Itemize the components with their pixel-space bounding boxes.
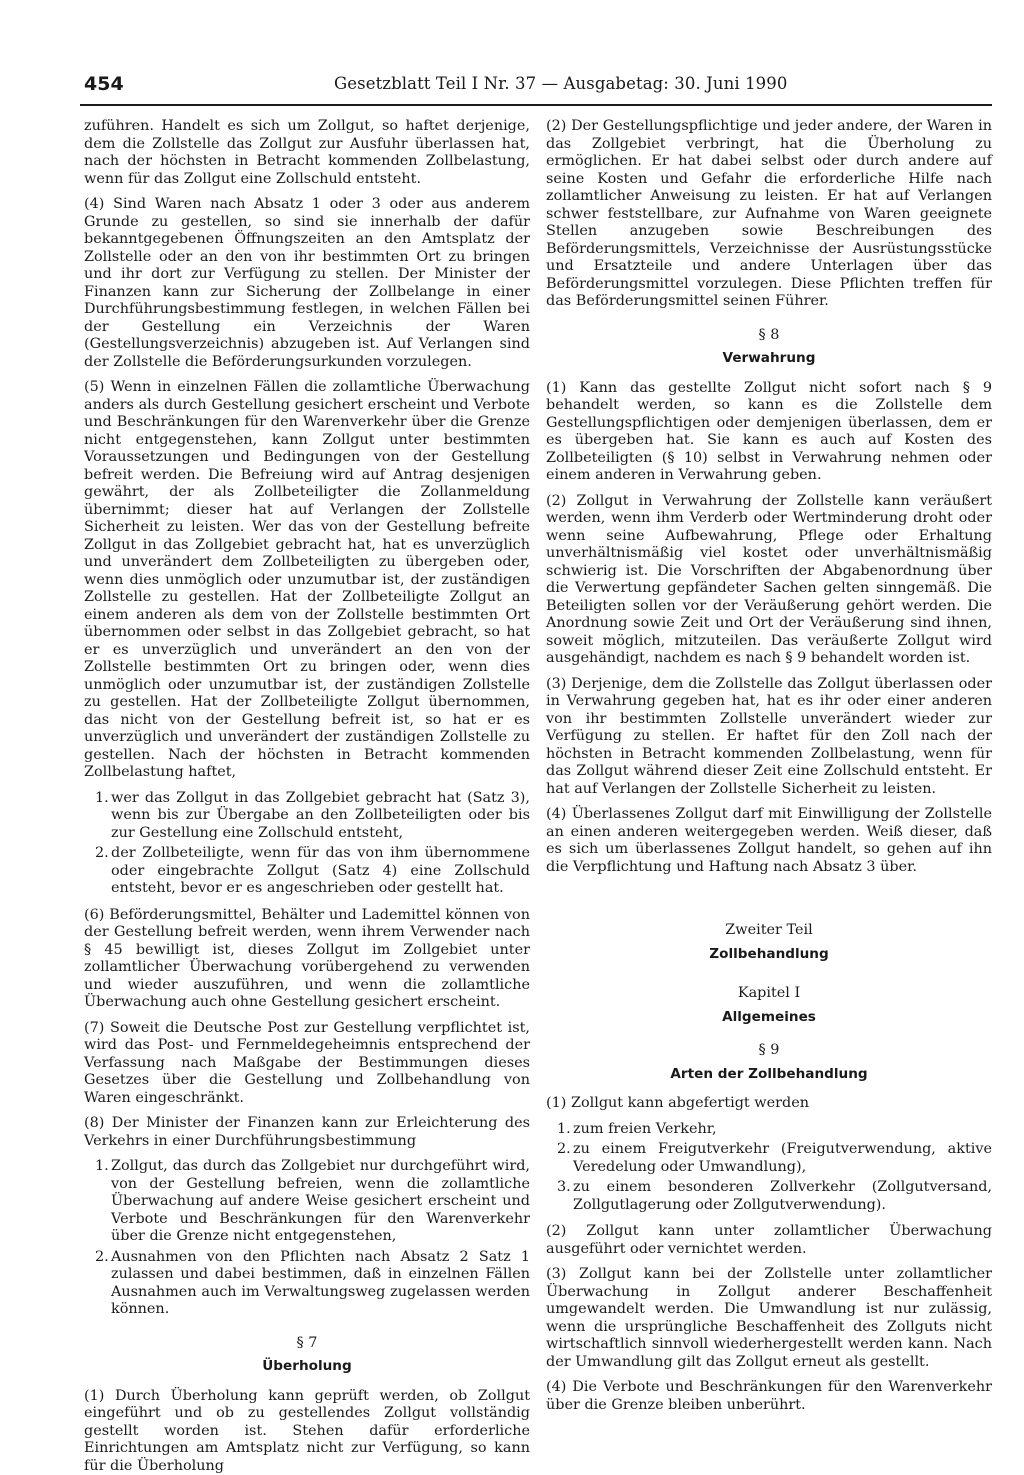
paragraph-7-2: (2) Der Gestellungspflichtige und jeder andere, der Waren in das Zollgebiet verbringt, hat die Überholung zu ermöglichen. Er hat dabei selbst oder durch andere auf seine Kosten und Gefahr die erforderliche Hilfe nach zollamtlicher Anweisung zu leisten. Er hat auf Verlangen schwer feststellbare, zur Aufnahme von Waren geeignete Stellen anzugeben sowie Beschreibungen des Beförderungsmittels, Verzeichnisse der Ausrüstungsstücke und Ersatzteile und andere Unterlagen über das Beförderungsmittel vorzulegen. Diese Pflichten treffen für das Beförderungsmittel seinen Führer. <box>546 118 992 311</box>
section-7-number: § 7 <box>84 1335 530 1353</box>
paragraph-8-2: (2) Zollgut in Verwahrung der Zollstelle kann veräußert werden, wenn ihm Verderb oder Wertminderung droht oder wenn seine Aufbewahrung, Pflege oder Erhaltung unverhältnismäßig viel kostet oder unverhältnismäßig schwierig ist. Die Vorschriften der Abgabenordnung über die Verwertung gepfändeter Sachen gelten sinngemäß. Die Beteiligten sollen vor der Veräußerung gehört werden. Die Anordnung sowie Zeit und Ort der Veräußerung sind ihnen, soweit möglich, mitzuteilen. Das veräußerte Zollgut wird ausgehändigt, nachdem es nach § 9 behandelt worden ist. <box>546 493 992 668</box>
paragraph-7-1: (1) Durch Überholung kann geprüft werden, ob Zollgut eingeführt und ob zu gestellendes Zollgut vollständig gestellt worden ist. Stehen dafür erforderliche Einrichtungen am Amtsplatz nicht zur Verfügung, so kann für die Überholung <box>84 1388 530 1475</box>
part-number: Zweiter Teil <box>546 922 992 940</box>
section-9-title: Arten der Zollbehandlung <box>546 1066 992 1084</box>
paragraph-9-4: (4) Die Verbote und Beschränkungen für den Warenverkehr über die Grenze bleiben unberührt. <box>546 1379 992 1414</box>
paragraph-6-5: (5) Wenn in einzelnen Fällen die zollamtliche Überwachung anders als durch Gestellung gesichert erscheint und Verbote und Beschränkungen für den Warenverkehr über die Grenze nicht entgegenstehen, kann Zollgut unter bestimmten Voraussetzungen und Bedingungen von der Gestellung befreit werden. Die Befreiung wird auf Antrag desjenigen gewährt, der als Zollbeteiligter die Zollanmeldung übernimmt; dieser hat auf Verlangen der Zollstelle Sicherheit zu leisten. Wer das von der Gestellung befreite Zollgut in das Zollgebiet gebracht hat, hat es unverzüglich und unverändert dem Zollbeteiligten zu übergeben oder, wenn dies unmöglich oder unzumutbar ist, der zuständigen Zollstelle zu gestellen. Hat der Zollbeteiligte Zollgut an einem anderen als dem von der Zollstelle bestimmten Ort übernommen oder selbst in das Zollgebiet gebracht, so hat er es unverzüglich und unverändert an den von der Zollstelle bestimmten Ort zu bringen oder, wenn dies unmöglich oder unzumutbar ist, der zuständigen Zollstelle zu gestellen. Hat der Zollbeteiligte Zollgut übernommen, das nicht von der Gestellung befreit ist, so hat er es unverzüglich und unverändert der zuständigen Zollstelle zu gestellen. Nach der höchsten in Betracht kommenden Zollbelastung haftet, <box>84 379 530 782</box>
paragraph-9-2: (2) Zollgut kann unter zollamtlicher Überwachung ausgeführt oder vernichtet werden. <box>546 1223 992 1258</box>
list-item: 1. Zollgut, das durch das Zollgebiet nur durchgeführt wird, von der Gestellung befreien, wenn die zollamtliche Überwachung auf andere Weise gesichert erscheint und Verbote und Beschränkungen für den Warenverkehr über die Grenze nicht entgegenstehen, <box>84 1158 530 1246</box>
list-item: 2. der Zollbeteiligte, wenn für das von ihm übernommene oder eingebrachte Zollgut (Satz 4) eine Zollschuld entsteht, bevor er es angeschrieben oder gestellt hat. <box>84 845 530 898</box>
section-8-title: Verwahrung <box>546 350 992 368</box>
paragraph-6-8: (8) Der Minister der Finanzen kann zur Erleichterung des Verkehrs in einer Durchführungsbestimmung <box>84 1115 530 1150</box>
list-item: 3. zu einem besonderen Zollverkehr (Zollgutversand, Zollgutlagerung oder Zollgutverwendung). <box>546 1179 992 1214</box>
paragraph-8-4: (4) Überlassenes Zollgut darf mit Einwilligung der Zollstelle an einen anderen weitergegeben werden. Weiß dieser, daß es sich um überlassenes Zollgut handelt, so gehen auf ihn die Verpflichtung und Haftung nach Absatz 3 über. <box>546 806 992 876</box>
right-column <box>546 118 992 1370</box>
list-6-8 <box>84 1158 530 1319</box>
paragraph-9-1: (1) Zollgut kann abgefertigt werden <box>546 1095 992 1113</box>
list-item: 1. wer das Zollgut in das Zollgebiet gebracht hat (Satz 3), wenn bis zur Übergabe an den Zollbeteiligten oder bis zur Gestellung eine Zollschuld entsteht, <box>84 790 530 843</box>
list-item: 2. zu einem Freigutverkehr (Freigutverwendung, aktive Veredelung oder Umwandlung), <box>546 1141 992 1176</box>
chapter-number: Kapitel I <box>546 985 992 1003</box>
list-6-5 <box>84 790 530 898</box>
paragraph-6-4: (4) Sind Waren nach Absatz 1 oder 3 oder aus anderem Grunde zu gestellen, so sind sie innerhalb der dafür bekanntgegebenen Öffnungszeiten an den Amtsplatz der Zollstelle oder an den von ihr bestimmten Ort zu bringen und ihr dort zur Verfügung zu stellen. Der Minister der Finanzen kann zur Sicherung der Zollbelange in einer Durchführungsbestimmung festlegen, in welchen Fällen bei der Gestellung ein Verzeichnis der Waren (Gestellungsverzeichnis) abzugeben ist. Auf Verlangen sind der Zollstelle die Beförderungsurkunden vorzulegen. <box>84 196 530 371</box>
paragraph-6-7: (7) Soweit die Deutsche Post zur Gestellung verpflichtet ist, wird das Post- und Fernmeldegeheimnis entsprechend der Verfassung nach Maßgabe der Bestimmungen dieses Gesetzes über die Gestellung und Zollbehandlung von Waren eingeschränkt. <box>84 1020 530 1108</box>
paragraph-8-3: (3) Derjenige, dem die Zollstelle das Zollgut überlassen oder in Verwahrung gegeben hat, hat es ihr oder einer anderen von ihr bestimmten Zollstelle unverändert wieder zur Verfügung zu stellen. Er haftet für den Zoll nach der höchsten in Betracht kommenden Zollbelastung, wenn für das Zollgut während dieser Zeit eine Zollschuld entsteht. Er hat auf Verlangen der Zollstelle Sicherheit zu leisten. <box>546 676 992 799</box>
paragraph-9-3: (3) Zollgut kann bei der Zollstelle unter zollamtlicher Überwachung in Zollgut anderer Beschaffenheit umgewandelt werden. Die Umwandlung ist nur zulässig, wenn die ursprüngliche Beschaffenheit des Zollguts nicht wirtschaftlich sinnvoll wiederhergestellt werden kann. Nach der Umwandlung gilt das Zollgut erneut als gestellt. <box>546 1266 992 1371</box>
page-number: 454 <box>84 73 124 95</box>
paragraph-continued: zuführen. Handelt es sich um Zollgut, so haftet derjenige, dem die Zollstelle das Zollgut zur Ausfuhr überlassen hat, nach der höchsten in Betracht kommenden Zollbelastung, wenn für das Zollgut eine Zollschuld entsteht. <box>84 118 530 188</box>
left-column <box>84 118 530 1370</box>
page-header <box>80 70 992 106</box>
list-item: 1. zum freien Verkehr, <box>546 1121 992 1139</box>
chapter-title: Allgemeines <box>546 1009 992 1027</box>
list-item: 2. Ausnahmen von den Pflichten nach Absatz 2 Satz 1 zulassen und dabei bestimmen, daß in einzelnen Fällen Ausnahmen auch im Verwaltungsweg zugelassen werden können. <box>84 1249 530 1319</box>
list-9-1 <box>546 1121 992 1215</box>
paragraph-6-6: (6) Beförderungsmittel, Behälter und Lademittel können von der Gestellung befreit werden, wenn ihrem Verwender nach § 45 bewilligt ist, dieses Zollgut im Zollgebiet unter zollamtlicher Überwachung vorübergehend zu verwenden und wieder auszuführen, und wenn die zollamtliche Überwachung auch ohne Gestellung gesichert erscheint. <box>84 907 530 1012</box>
paragraph-8-1: (1) Kann das gestellte Zollgut nicht sofort nach § 9 behandelt werden, so kann es die Zollstelle dem Gestellungspflichtigen oder demjenigen überlassen, dem er es übergeben hat. Sie kann es auch auf Kosten des Zollbeteiligten (§ 10) selbst in Verwahrung nehmen oder einem anderen in Verwahrung geben. <box>546 380 992 485</box>
running-title: Gesetzblatt Teil I Nr. 37 — Ausgabetag: 30. Juni 1990 <box>334 74 787 93</box>
part-title: Zollbehandlung <box>546 946 992 964</box>
section-9-number: § 9 <box>546 1042 992 1060</box>
section-7-title: Überholung <box>84 1358 530 1376</box>
section-8-number: § 8 <box>546 327 992 345</box>
